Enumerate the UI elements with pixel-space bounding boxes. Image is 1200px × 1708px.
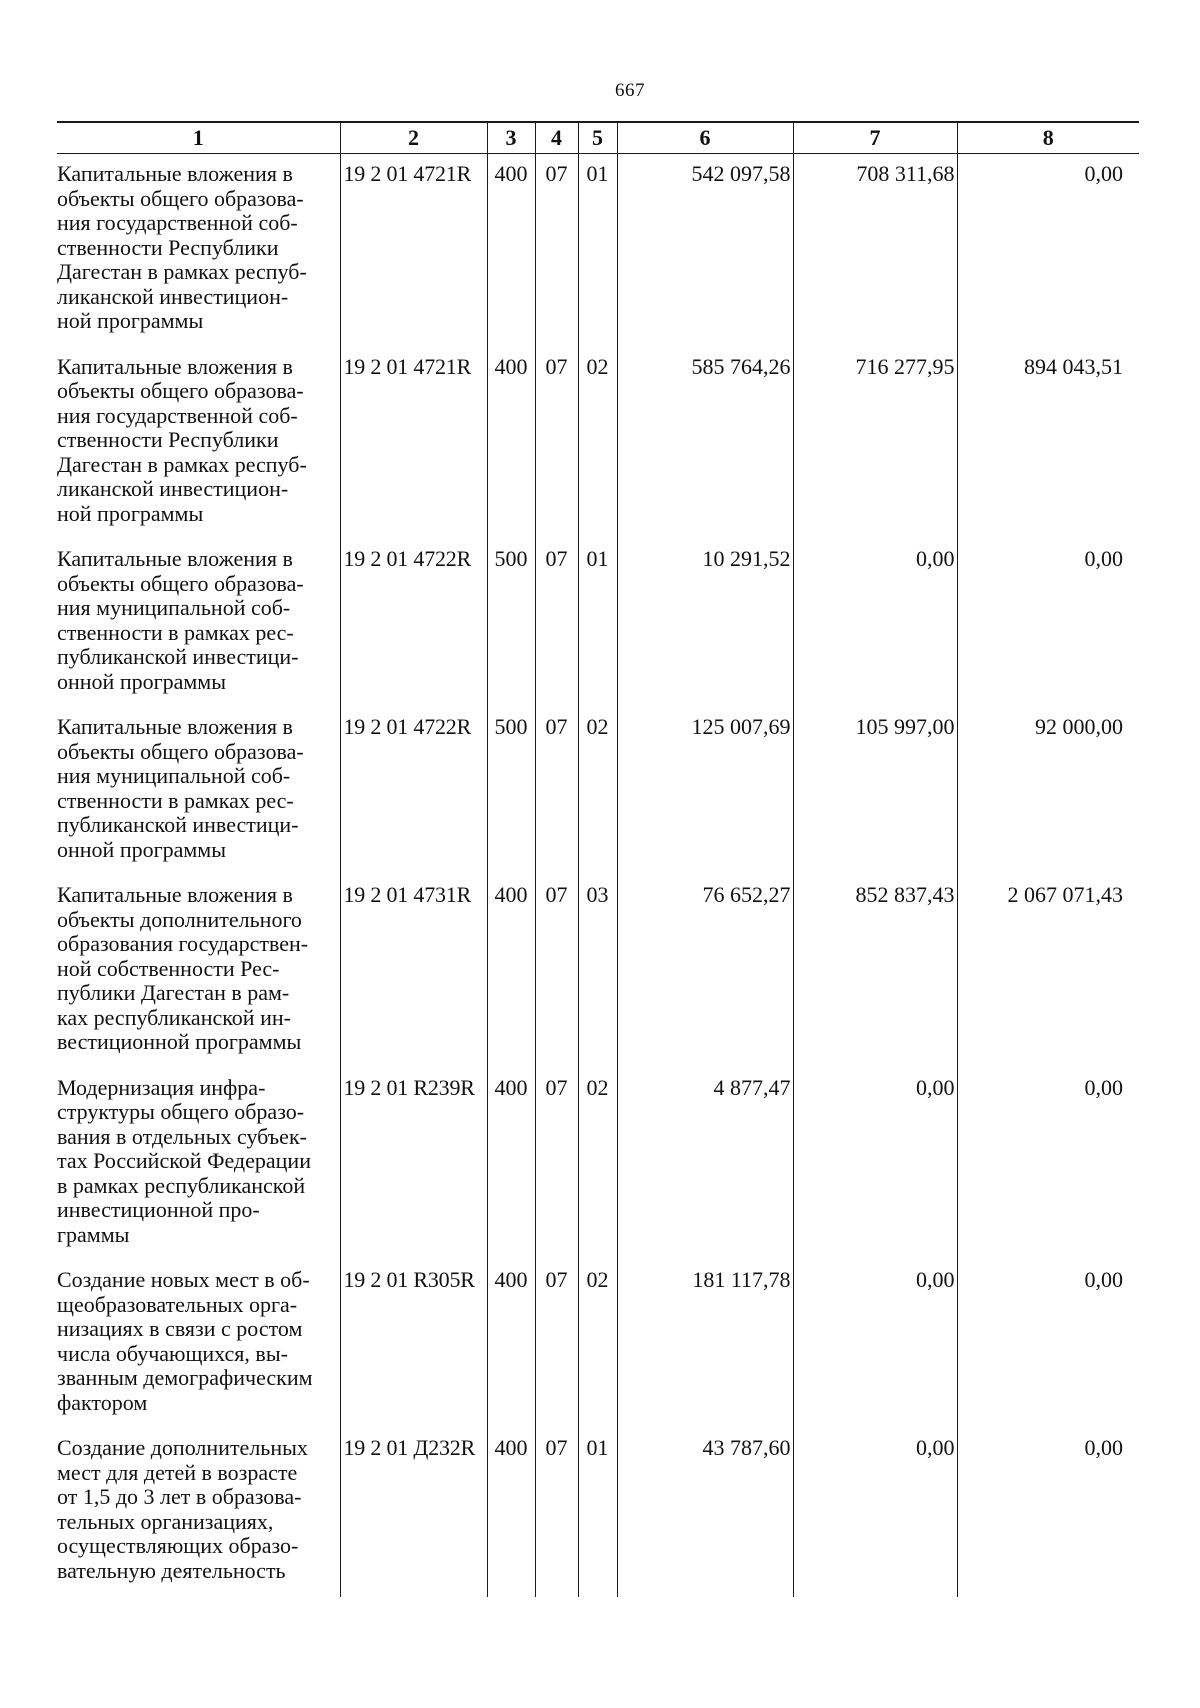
row-description-text: Создание дополнительных мест для детей в возрасте от 1,5 до 3 лет в образова- тельных организациях, осуществляющих образо- вательную деятельность xyxy=(57,1435,308,1583)
row-col8-amount: 92 000,00 xyxy=(957,708,1139,876)
row-col4: 07 xyxy=(535,1069,578,1262)
row-col3: 400 xyxy=(487,348,535,541)
row-col6-amount: 542 097,58 xyxy=(617,154,793,348)
row-col7-amount: 0,00 xyxy=(793,1261,957,1429)
row-col8-amount: 2 067 071,43 xyxy=(957,876,1139,1069)
row-description xyxy=(57,154,340,348)
row-col6-amount: 4 877,47 xyxy=(617,1069,793,1262)
row-col4: 07 xyxy=(535,154,578,348)
row-col8-amount: 0,00 xyxy=(957,154,1139,348)
table-row xyxy=(57,540,1139,708)
row-col6-amount: 43 787,60 xyxy=(617,1429,793,1597)
column-header: 1 xyxy=(57,122,340,154)
row-code: 19 2 01 Д232R xyxy=(340,1429,487,1597)
row-code: 19 2 01 R239R xyxy=(340,1069,487,1262)
row-col7-amount: 0,00 xyxy=(793,1429,957,1597)
row-description-text: Создание новых мест в об- щеобразовательных орга- низациях в связи с ростом числа обучающихся, вы- званным демографическим фактором xyxy=(57,1267,313,1415)
row-description xyxy=(57,540,340,708)
row-description-text: Капитальные вложения в объекты общего образова- ния муниципальной соб- ственности в рамках рес- публиканской инвестици- онной программы xyxy=(57,546,304,694)
row-col7-amount: 852 837,43 xyxy=(793,876,957,1069)
row-col6-amount: 76 652,27 xyxy=(617,876,793,1069)
row-col5: 03 xyxy=(578,876,617,1069)
row-code: 19 2 01 4721R xyxy=(340,348,487,541)
row-col5: 02 xyxy=(578,708,617,876)
row-col5: 01 xyxy=(578,154,617,348)
header-row xyxy=(57,122,1139,154)
column-header: 2 xyxy=(340,122,487,154)
row-description xyxy=(57,1261,340,1429)
row-col8-amount: 0,00 xyxy=(957,1429,1139,1597)
row-col4: 07 xyxy=(535,1261,578,1429)
row-code: 19 2 01 4731R xyxy=(340,876,487,1069)
table-row xyxy=(57,1261,1139,1429)
row-col4: 07 xyxy=(535,348,578,541)
table-row xyxy=(57,876,1139,1069)
row-col4: 07 xyxy=(535,540,578,708)
row-description xyxy=(57,348,340,541)
table-row xyxy=(57,154,1139,348)
column-header: 6 xyxy=(617,122,793,154)
table-row xyxy=(57,348,1139,541)
row-code: 19 2 01 R305R xyxy=(340,1261,487,1429)
table-row xyxy=(57,708,1139,876)
row-col7-amount: 105 997,00 xyxy=(793,708,957,876)
row-code: 19 2 01 4721R xyxy=(340,154,487,348)
row-col3: 400 xyxy=(487,1069,535,1262)
row-col3: 500 xyxy=(487,708,535,876)
row-description-text: Капитальные вложения в объекты общего образова- ния государственной соб- ственности Республики Дагестан в рамках респуб- ликанской инвестицион- ной программы xyxy=(57,353,307,526)
page-number: 667 xyxy=(615,80,645,101)
row-col4: 07 xyxy=(535,708,578,876)
table-row xyxy=(57,1429,1139,1597)
row-col3: 400 xyxy=(487,1429,535,1597)
row-description-text: Модернизация инфра- структуры общего образо- вания в отдельных субъек- тах Российской Федерации в рамках республиканской инвестиционной про- граммы xyxy=(57,1074,311,1247)
row-col3: 400 xyxy=(487,876,535,1069)
row-col3: 400 xyxy=(487,154,535,348)
row-description-text: Капитальные вложения в объекты общего образова- ния муниципальной соб- ственности в рамках рес- публиканской инвестици- онной программы xyxy=(57,714,304,862)
table-body xyxy=(57,154,1139,1598)
row-col6-amount: 125 007,69 xyxy=(617,708,793,876)
row-col5: 01 xyxy=(578,1429,617,1597)
row-col6-amount: 585 764,26 xyxy=(617,348,793,541)
row-col6-amount: 181 117,78 xyxy=(617,1261,793,1429)
row-description-text: Капитальные вложения в объекты общего образова- ния государственной соб- ственности Республики Дагестан в рамках респуб- ликанской инвестицион- ной программы xyxy=(57,161,307,333)
column-header: 3 xyxy=(487,122,535,154)
row-col7-amount: 0,00 xyxy=(793,540,957,708)
row-description xyxy=(57,1069,340,1262)
column-header: 5 xyxy=(578,122,617,154)
row-col5: 02 xyxy=(578,1261,617,1429)
row-col7-amount: 0,00 xyxy=(793,1069,957,1262)
row-col4: 07 xyxy=(535,876,578,1069)
row-col3: 400 xyxy=(487,1261,535,1429)
row-col4: 07 xyxy=(535,1429,578,1597)
row-code: 19 2 01 4722R xyxy=(340,540,487,708)
row-description xyxy=(57,1429,340,1597)
row-col5: 02 xyxy=(578,1069,617,1262)
column-header: 7 xyxy=(793,122,957,154)
row-col6-amount: 10 291,52 xyxy=(617,540,793,708)
row-col3: 500 xyxy=(487,540,535,708)
column-header: 4 xyxy=(535,122,578,154)
budget-table xyxy=(57,121,1139,1597)
row-col8-amount: 0,00 xyxy=(957,540,1139,708)
row-description-text: Капитальные вложения в объекты дополнительного образования государствен- ной собственности Рес- публики Дагестан в рам- ках республиканской ин- вестиционной программы xyxy=(57,882,309,1054)
row-col8-amount: 0,00 xyxy=(957,1261,1139,1429)
row-code: 19 2 01 4722R xyxy=(340,708,487,876)
row-description xyxy=(57,708,340,876)
table-row xyxy=(57,1069,1139,1262)
row-col8-amount: 894 043,51 xyxy=(957,348,1139,541)
row-col7-amount: 716 277,95 xyxy=(793,348,957,541)
row-col5: 01 xyxy=(578,540,617,708)
row-col8-amount: 0,00 xyxy=(957,1069,1139,1262)
row-description xyxy=(57,876,340,1069)
row-col5: 02 xyxy=(578,348,617,541)
column-header: 8 xyxy=(957,122,1139,154)
row-col7-amount: 708 311,68 xyxy=(793,154,957,348)
